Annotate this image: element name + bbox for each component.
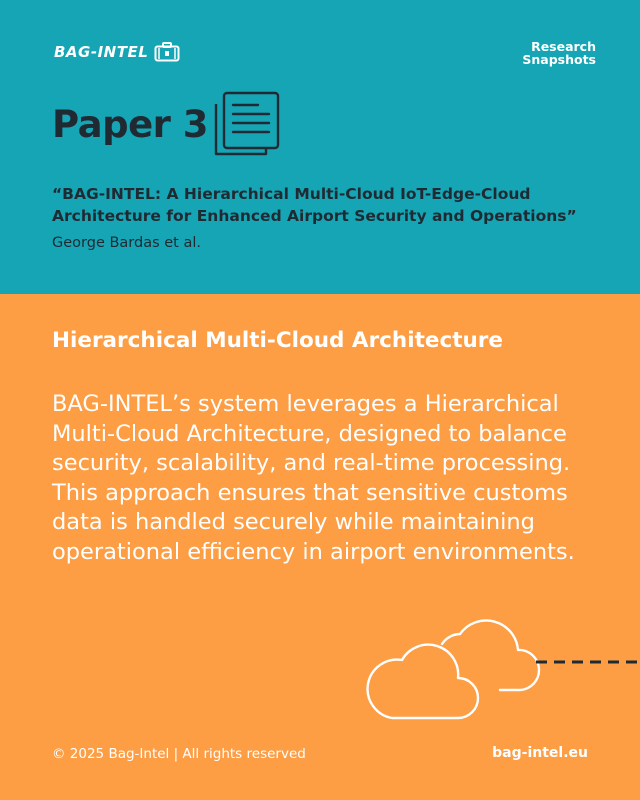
brand-name: BAG-INTEL	[54, 43, 149, 61]
copyright-text: © 2025 Bag-Intel | All rights reserved	[52, 746, 306, 762]
section-heading: Hierarchical Multi-Cloud Architecture	[52, 328, 503, 353]
series-label	[522, 40, 596, 66]
paper-title: “BAG-INTEL: A Hierarchical Multi-Cloud IoT-Edge-Cloud Architecture for Enhanced Airport Security and Operations”	[52, 185, 577, 225]
series-label-line2: Snapshots	[522, 52, 596, 67]
series-label-line1: Research	[531, 39, 596, 54]
section-body: BAG-INTEL’s system leverages a Hierarchical Multi-Cloud Architecture, designed to balance security, scalability, and real-time processing. This approach ensures that sensitive customs data is handled securely while maintaining operational efficiency in airport environments.	[52, 391, 575, 565]
website-link[interactable]: bag-intel.eu	[492, 745, 588, 761]
brand-logo	[54, 42, 180, 62]
paper-number: Paper 3	[52, 103, 209, 146]
header-band	[0, 0, 640, 294]
briefcase-icon	[154, 42, 180, 62]
document-stack-icon	[212, 90, 282, 158]
paper-authors: George Bardas et al.	[52, 235, 202, 251]
cloud-icon	[360, 608, 640, 728]
